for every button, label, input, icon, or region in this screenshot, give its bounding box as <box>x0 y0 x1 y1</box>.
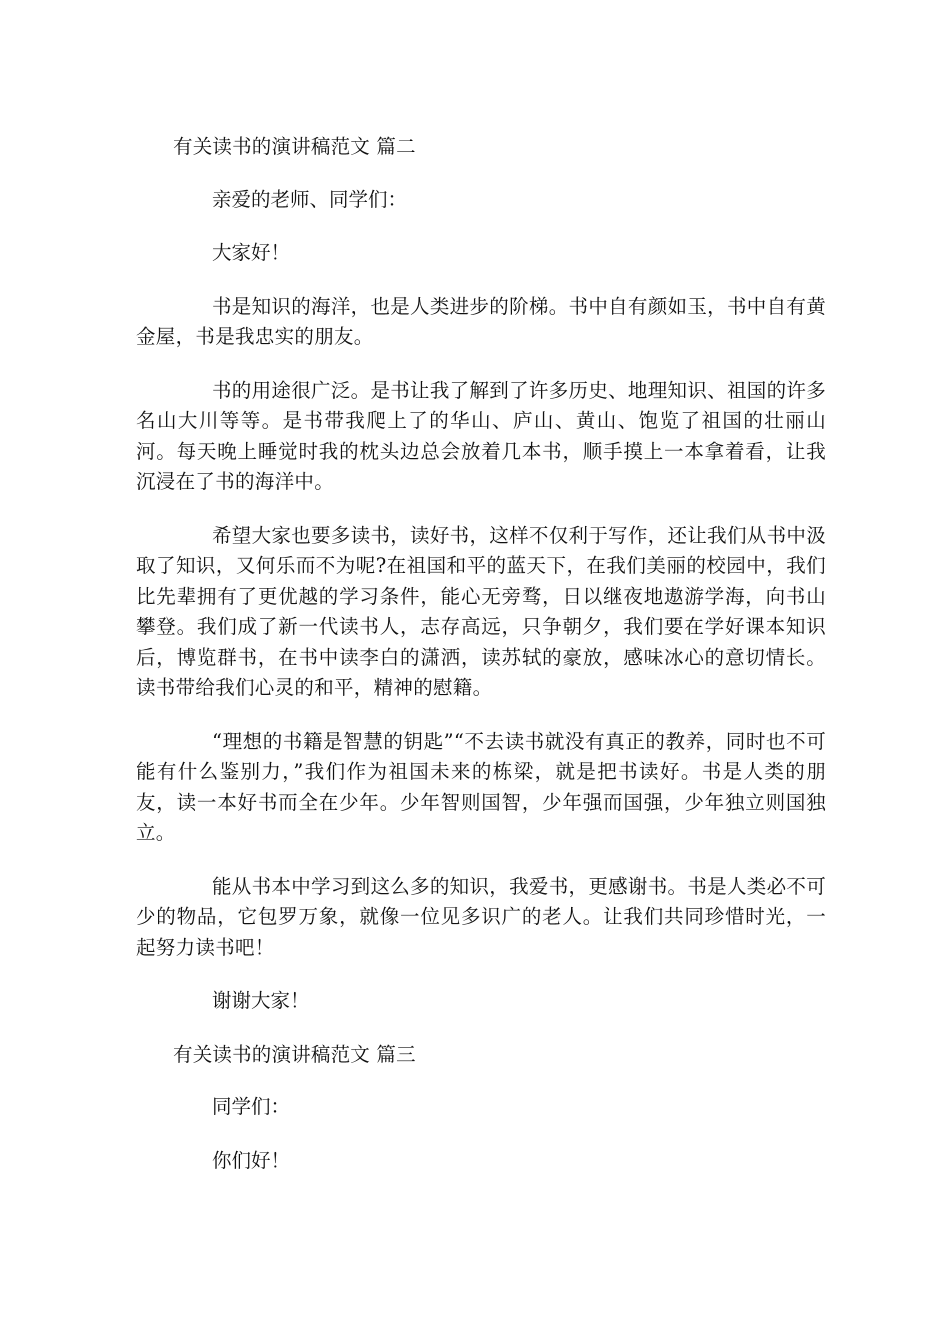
paragraph-5: 能从书本中学习到这么多的知识，我爱书，更感谢书。书是人类必不可少的物品，它包罗万象，就像一位见多识广的老人。让我们共同珍惜时光，一起努力读书吧！ <box>136 874 826 959</box>
greeting-2: 你们好！ <box>212 1148 291 1172</box>
section-heading-3: 有关读书的演讲稿范文 篇三 <box>173 1042 416 1066</box>
paragraph-4: “理想的书籍是智慧的钥匙”“不去读书就没有真正的教养，同时也不可能有什么鉴别力，”我们作为祖国未来的栋梁，就是把书读好。书是人类的朋友，读一本好书而全在少年。少年智则国智，少年强而国强，少年独立则国独立。 <box>136 729 826 844</box>
salutation-2: 同学们： <box>212 1095 291 1118</box>
section-heading-2: 有关读书的演讲稿范文 篇二 <box>173 135 416 158</box>
greeting: 大家好！ <box>212 241 291 264</box>
closing: 谢谢大家！ <box>212 989 310 1012</box>
paragraph-1: 书是知识的海洋，也是人类进步的阶梯。书中自有颜如玉，书中自有黄金屋，书是我忠实的朋友。 <box>136 294 826 348</box>
paragraph-2: 书的用途很广泛。是书让我了解到了许多历史、地理知识、祖国的许多名山大川等等。是书带我爬上了的华山、庐山、黄山、饱览了祖国的壮丽山河。每天晚上睡觉时我的枕头边总会放着几本书，顺手摸上一本拿着看，让我沉浸在了书的海洋中。 <box>136 378 826 493</box>
paragraph-3: 希望大家也要多读书，读好书，这样不仅利于写作，还让我们从书中汲取了知识，又何乐而不为呢?在祖国和平的蓝天下，在我们美丽的校园中，我们比先辈拥有了更优越的学习条件，能心无旁骛，日以继夜地遨游学海，向书山攀登。我们成了新一代读书人，志存高远，只争朝夕，我们要在学好课本知识后，博览群书，在书中读李白的潇洒，读苏轼的豪放，感味冰心的意切情长。读书带给我们心灵的和平，精神的慰籍。 <box>136 523 826 699</box>
document-body <box>136 132 826 1199</box>
salutation: 亲爱的老师、同学们： <box>212 187 408 211</box>
